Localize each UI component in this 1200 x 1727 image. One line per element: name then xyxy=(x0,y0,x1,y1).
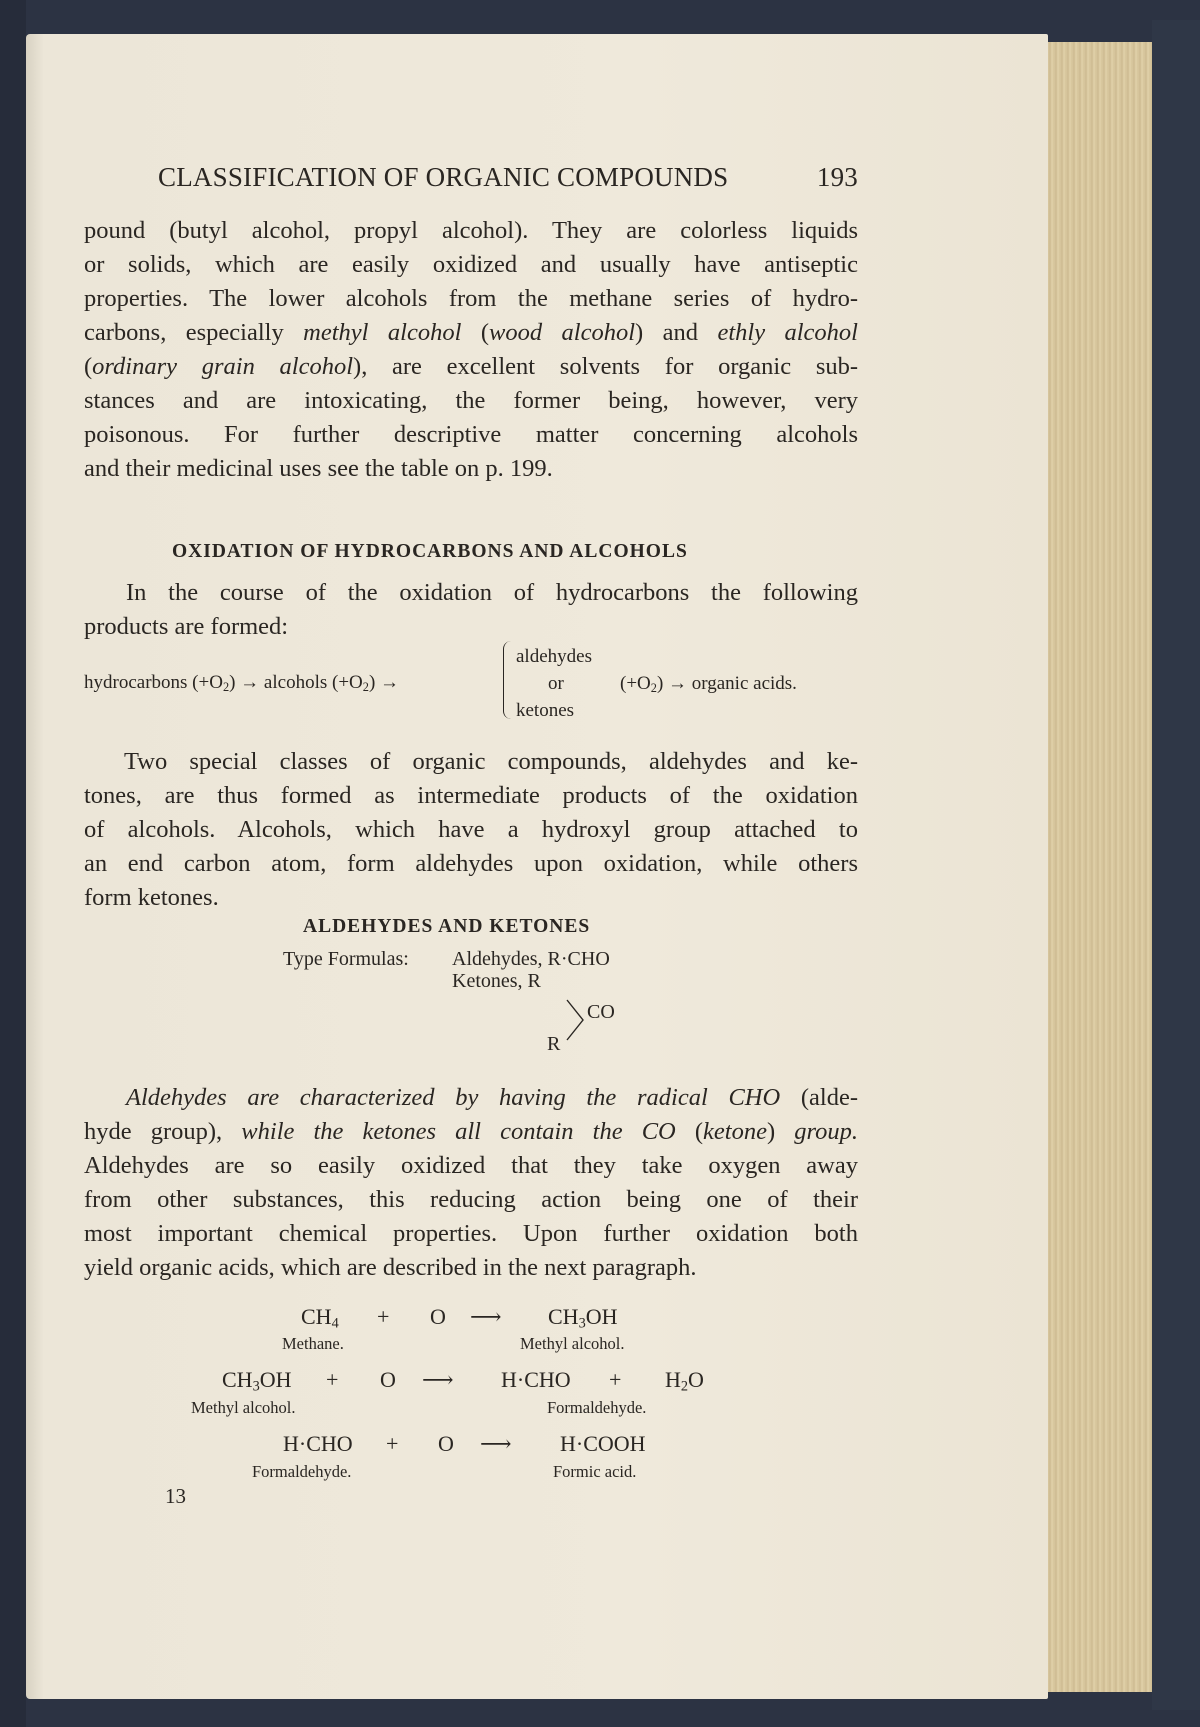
text-line: yield organic acids, which are described in the next paragraph. xyxy=(84,1254,697,1281)
text-line: most important chemical properties. Upon further oxidation both xyxy=(84,1220,858,1247)
text-line: Aldehydes are characterized by having the radical CHO (alde- xyxy=(126,1084,858,1111)
label-methyl-alcohol: Methyl alcohol. xyxy=(191,1398,296,1417)
product-formic-acid: H·COOH xyxy=(560,1431,646,1456)
label-formaldehyde: Formaldehyde. xyxy=(547,1398,647,1417)
label-formaldehyde: Formaldehyde. xyxy=(252,1462,352,1481)
ketone-r-group: R xyxy=(547,1033,561,1055)
aldehyde-formula: Aldehydes, R·CHO xyxy=(452,948,610,970)
reaction-arrow: ⟶ xyxy=(470,1304,502,1329)
diagram-right-text: $(+O_2)$ → organic acids. xyxy=(620,673,797,696)
section-heading-aldehydes-ketones: ALDEHYDES AND KETONES xyxy=(303,916,591,937)
text-line: Two special classes of organic compounds, aldehydes and ke- xyxy=(124,748,858,775)
text-line: tones, are thus formed as intermediate products of the oxidation xyxy=(84,782,858,809)
text-line: poisonous. For further descriptive matter concerning alcohols xyxy=(84,421,858,448)
paragraph-special-classes xyxy=(84,745,858,915)
section-heading-oxidation: OXIDATION OF HYDROCARBONS AND ALCOHOLS xyxy=(172,541,688,562)
reactant-oxygen: O xyxy=(438,1431,454,1456)
reaction-arrow: ⟶ xyxy=(422,1367,454,1392)
diagram-option-aldehydes: aldehydes xyxy=(516,646,592,667)
text-line: stances and are intoxicating, the former being, however, very xyxy=(84,387,858,414)
text-line: of alcohols. Alcohols, which have a hydroxyl group attached to xyxy=(84,816,858,843)
plus-sign: + xyxy=(326,1367,339,1392)
text-line: form ketones. xyxy=(84,884,219,911)
ketone-formula: Ketones, R xyxy=(452,970,541,992)
text-line: from other substances, this reducing action being one of their xyxy=(84,1186,858,1213)
product-formaldehyde: H·CHO xyxy=(501,1367,571,1392)
brace-symbol xyxy=(503,641,514,719)
text-line: (ordinary grain alcohol), are excellent solvents for organic sub- xyxy=(84,353,859,380)
text-line: and their medicinal uses see the table on p. 199. xyxy=(84,455,553,482)
reactant-oxygen: O xyxy=(380,1367,396,1392)
running-header xyxy=(158,162,858,193)
text-line: products are formed: xyxy=(84,613,289,640)
text-line: Aldehydes are so easily oxidized that they take oxygen away xyxy=(84,1152,858,1179)
text-line: or solids, which are easily oxidized and usually have antiseptic xyxy=(84,251,858,278)
text-line: pound (butyl alcohol, propyl alcohol). They are colorless liquids xyxy=(84,217,858,244)
reactant-methane: $CH_4$ xyxy=(301,1304,339,1332)
label-methane: Methane. xyxy=(282,1334,344,1353)
label-formic-acid: Formic acid. xyxy=(553,1462,637,1481)
text-line: carbons, especially methyl alcohol (wood alcohol) and ethly alcohol xyxy=(84,319,858,346)
product-methyl-alcohol: $CH_3OH$ xyxy=(548,1304,618,1332)
signature-mark: 13 xyxy=(165,1484,186,1508)
text-line: In the course of the oxidation of hydrocarbons the following xyxy=(126,579,858,606)
type-formulas-label: Type Formulas: xyxy=(283,948,409,970)
page-number: 193 xyxy=(816,162,858,192)
plus-sign: + xyxy=(377,1304,390,1329)
label-methyl-alcohol: Methyl alcohol. xyxy=(520,1334,625,1353)
diagram-option-or: or xyxy=(548,673,564,694)
text-line: properties. The lower alcohols from the methane series of hydro- xyxy=(84,285,858,312)
diagram-left-text: hydrocarbons $(+O_2)$ → alcohols $(+O_2)$ → xyxy=(84,672,400,695)
reaction-arrow: ⟶ xyxy=(480,1431,512,1456)
ketone-bond-lines xyxy=(565,998,587,1042)
paragraph-alcohols xyxy=(84,214,858,486)
reactant-oxygen: O xyxy=(430,1304,446,1329)
plus-sign: + xyxy=(386,1431,399,1456)
product-water: $H_2O$ xyxy=(665,1367,704,1395)
ketone-co-group: CO xyxy=(587,1001,615,1023)
header-title: CLASSIFICATION OF ORGANIC COMPOUNDS xyxy=(158,162,729,192)
text-line: hyde group), while the ketones all contain the CO (ketone) group. xyxy=(84,1118,859,1145)
diagram-option-ketones: ketones xyxy=(516,700,575,721)
paragraph-aldehydes-characterized xyxy=(84,1081,858,1285)
reactant-formaldehyde: H·CHO xyxy=(283,1431,353,1456)
text-line: an end carbon atom, form aldehydes upon oxidation, while others xyxy=(84,850,858,877)
paragraph-oxidation-intro xyxy=(84,576,858,644)
plus-sign: + xyxy=(609,1367,622,1392)
reactant-methyl-alcohol: $CH_3OH$ xyxy=(222,1367,292,1395)
